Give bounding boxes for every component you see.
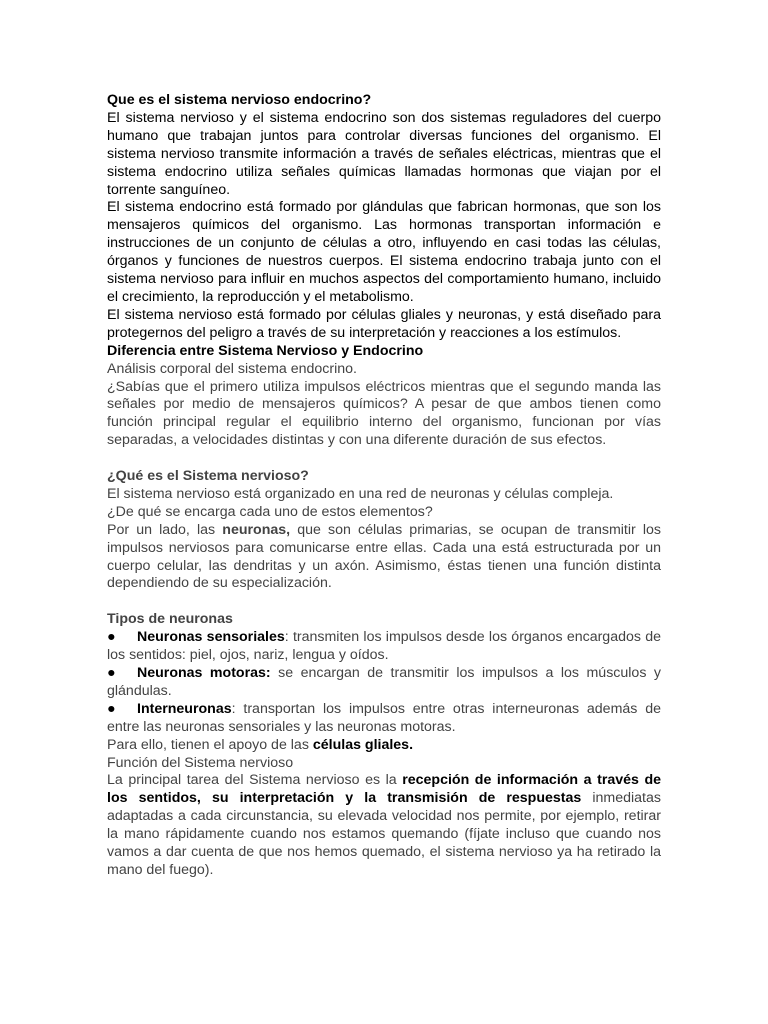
paragraph-intro: El sistema nervioso y el sistema endocrino son dos sistemas reguladores del cuerpo humano que trabajan juntos para controlar diversas funciones del organismo. El sistema nervioso transmite información a través de señales eléctricas, mientras que el sistema endocrino utiliza señales químicas llamadas hormonas que viajan por el torrente sanguíneo. bbox=[107, 109, 661, 198]
bullet-icon: ● bbox=[107, 629, 116, 646]
bullet-icon: ● bbox=[107, 700, 116, 717]
list-item bbox=[107, 665, 661, 701]
document-page bbox=[107, 92, 661, 880]
heading-que-es-sistema-nervioso-endocrino: Que es el sistema nervioso endocrino? bbox=[107, 92, 372, 108]
paragraph-red-neuronas: El sistema nervioso está organizado en una red de neuronas y células compleja. bbox=[107, 485, 614, 502]
bullet-icon: ● bbox=[107, 664, 116, 681]
paragraph-pregunta: ¿De qué se encarga cada uno de estos elementos? bbox=[107, 503, 433, 520]
heading-diferencia: Diferencia entre Sistema Nervioso y Endocrino bbox=[107, 342, 424, 359]
bold-run: recepción de información a través de los sentidos, su interpretación y la transmisión de respuestas bbox=[107, 772, 662, 807]
text-run: Para ello, tienen el apoyo de las bbox=[107, 736, 313, 753]
heading-tipos-neuronas: Tipos de neuronas bbox=[107, 611, 233, 628]
paragraph-analisis: Análisis corporal del sistema endocrino. bbox=[107, 360, 357, 377]
paragraph-funcion-heading: Función del Sistema nervioso bbox=[107, 754, 294, 771]
text-run: inmediatas adaptadas a cada circunstancia, su elevada velocidad nos permite, por ejemplo, retirar la mano rápidamente cuando nos estamos quemando (fíjate incluso que cuando nos vamos a dar cuenta de que nos hemos quemado, el sistema nervioso ya ha retirado la mano del fuego). bbox=[107, 790, 661, 878]
text-run: se encargan de transmitir los impulsos a los músculos y glándulas. bbox=[107, 664, 661, 699]
bold-run: células gliales. bbox=[312, 736, 414, 753]
paragraph-sistema-endocrino: El sistema endocrino está formado por glándulas que fabrican hormonas, que son los mensajeros químicos del organismo. Las hormonas transportan información e instrucciones de un conjunto de células a otro, influyendo en casi todas las células, órganos y funciones de nuestros cuerpos. El sistema endocrino trabaja junto con el sistema nervioso para influir en muchos aspectos del comportamiento humano, incluido el crecimiento, la reproducción y el metabolismo. bbox=[107, 199, 661, 305]
heading-que-es-sistema-nervioso: ¿Qué es el Sistema nervioso? bbox=[107, 468, 309, 485]
spacer bbox=[107, 450, 661, 468]
paragraph-funcion bbox=[107, 772, 661, 879]
paragraph-celulas-gliales bbox=[107, 737, 661, 755]
paragraph-sistema-nervioso: El sistema nervioso está formado por células gliales y neuronas, y está diseñado para protegernos del peligro a través de su interpretación y reacciones a los estímulos. bbox=[107, 306, 661, 341]
paragraph-sabias-que: ¿Sabías que el primero utiliza impulsos eléctricos mientras que el segundo manda las señales por medio de mensajeros químicos? A pesar de que ambos tienen como función principal regular el equilibrio interno del organismo, funcionan por vías separadas, a velocidades distintas y con una diferente duración de sus efectos. bbox=[107, 378, 661, 449]
text-run: : transportan los impulsos entre otras interneuronas además de entre las neuronas sensoriales y las neuronas motoras. bbox=[107, 700, 661, 735]
bold-run: neuronas, bbox=[222, 521, 291, 538]
bold-run: Neuronas motoras: bbox=[137, 664, 271, 681]
text-run: La principal tarea del Sistema nervioso es la bbox=[107, 772, 403, 789]
bold-run: Interneuronas bbox=[137, 700, 232, 717]
text-run: : transmiten los impulsos desde los órganos encargados de los sentidos: piel, ojos, nariz, lengua y oídos. bbox=[107, 629, 661, 664]
list-item bbox=[107, 701, 661, 737]
paragraph-neuronas bbox=[107, 522, 661, 594]
text-run: Por un lado, las bbox=[107, 521, 223, 538]
bold-run: Neuronas sensoriales bbox=[137, 629, 285, 646]
text-run: que son células primarias, se ocupan de transmitir los impulsos nerviosos para comunicarse entre ellas. Cada una está estructurada por un cuerpo celular, las dendritas y un axón. Asimismo, éstas tienen una función distinta dependiendo de su especialización. bbox=[107, 521, 661, 592]
list-item bbox=[107, 629, 661, 665]
spacer bbox=[107, 593, 661, 611]
